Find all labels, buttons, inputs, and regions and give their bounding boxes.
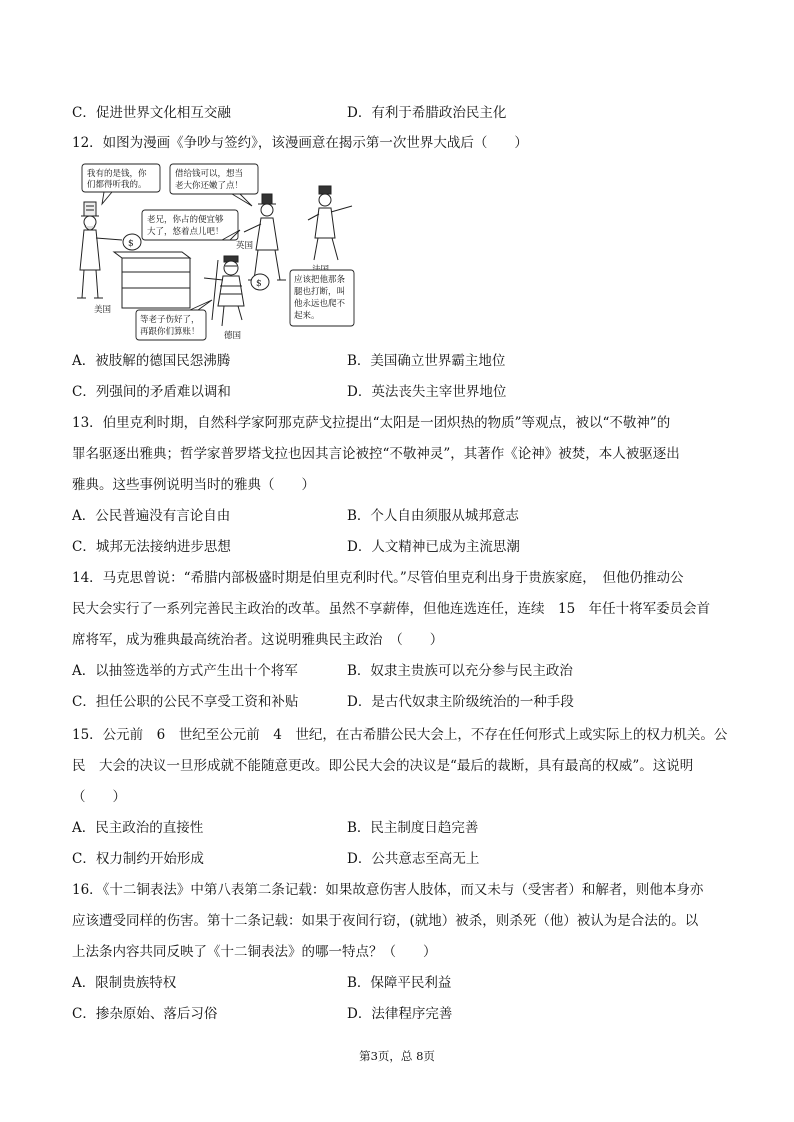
q15-stem-line-3: （ ）: [72, 789, 126, 805]
q12-option-c: C．列强间的矛盾难以调和: [72, 384, 231, 400]
q13-stem-line-3: 雅典。这些事例说明当时的雅典（ ）: [72, 477, 315, 493]
q14-option-d: D．是古代奴隶主阶级统治的一种手段: [347, 694, 574, 710]
q16-option-a: A．限制贵族特权: [72, 975, 177, 991]
page-footer: 第3页，总 8页: [359, 1049, 435, 1063]
q15-option-d: D．公共意志至高无上: [347, 851, 480, 867]
q13-option-c: C．城邦无法接纳进步思想: [72, 539, 231, 555]
q15-stem-line-1: 15．公元前 6 世纪至公元前 4 世纪，在古希腊公民大会上，不存在任何形式上或实际上的权力机关。公: [72, 727, 728, 743]
desk: [114, 252, 190, 308]
q15-option-c: C．权力制约开始形成: [72, 851, 204, 867]
q13-stem-line-1: 13．伯里克利时期，自然科学家阿那克萨戈拉提出“太阳是一团炽热的物质”等观点，被以“不敬神”的: [72, 415, 671, 431]
q12-stem: 12．如图为漫画《争吵与签约》，该漫画意在揭示第一次世界大战后（ ）: [72, 135, 528, 151]
q15-option-b: B．民主制度日趋完善: [347, 820, 479, 836]
bubble-germany-top-line-2: 大了，悠着点儿吧！: [147, 227, 224, 237]
label-germany: 德国: [224, 331, 242, 341]
figure-france: [308, 186, 352, 260]
bubble-britain-line-1: 借给钱可以，想当: [175, 169, 244, 179]
bubble-usa-line-2: 们都得听我的。: [87, 180, 147, 190]
figure-germany: [204, 256, 244, 326]
bubble-germany-bottom-line-1: 等老子伤好了，: [140, 315, 200, 325]
bubble-britain-line-2: 老大你还嫩了点！: [175, 181, 244, 191]
q13-stem-line-2: 罪名驱逐出雅典；哲学家普罗塔戈拉也因其言论被控“不敬神灵”，其著作《论神》被焚，本人被驱逐出: [72, 446, 680, 462]
q16-stem-line-1: 16．《十二铜表法》中第八表第二条记载：如果故意伤害人肢体，而又未与（受害者）和解者，则他本身亦: [72, 882, 704, 898]
q14-stem-line-1: 14．马克思曾说：“希腊内部极盛时期是伯里克利时代。”尽管伯里克利出身于贵族家庭， 但他仍推动公: [72, 570, 684, 586]
q16-stem-line-3: 上法条内容共同反映了《十二铜表法》的哪一特点？（ ）: [72, 944, 437, 960]
q12-option-a: A．被肢解的德国民怨沸腾: [72, 353, 231, 369]
q14-option-c: C．担任公职的公民不享受工资和补贴: [72, 694, 299, 710]
q12-option-d: D．英法丧失主宰世界地位: [347, 384, 507, 400]
q13-option-d: D．人文精神已成为主流思潮: [347, 539, 520, 555]
q15-stem-line-2: 民 大会的决议一旦形成就不能随意更改。即公民大会的决议是“最后的裁断，具有最高的权威”。这说明: [72, 758, 694, 774]
bubble-usa-line-1: 我有的是钱，你: [87, 169, 147, 179]
bubble-france-line-1: 应该把他那条: [294, 275, 346, 285]
bubble-france-line-4: 起来。: [294, 311, 320, 321]
bubble-germany-top-line-1: 老兄，你占的便宜够: [147, 215, 224, 225]
q12-cartoon: [72, 160, 372, 345]
money-symbol-usa: $: [128, 239, 134, 249]
bubble-france-line-3: 他永远也爬不: [294, 299, 346, 309]
q14-stem-line-3: 席将军，成为雅典最高统治者。这说明雅典民主政治 （ ）: [72, 632, 444, 648]
bubble-france-line-2: 腿也打断，叫: [294, 287, 346, 297]
money-symbol-germany: $: [256, 279, 262, 289]
money-bag-usa-icon: [123, 234, 141, 250]
q12-option-b: B．美国确立世界霸主地位: [347, 353, 506, 369]
q16-option-b: B．保障平民利益: [347, 975, 452, 991]
bubble-germany-bottom-line-2: 再跟你们算账！: [140, 327, 200, 337]
label-usa: 美国: [94, 305, 112, 315]
q11-option-d: D．有利于希腊政治民主化: [347, 105, 507, 121]
q16-option-d: D．法律程序完善: [347, 1006, 453, 1022]
q14-stem-line-2: 民大会实行了一系列完善民主政治的改革。虽然不享薪俸，但他连选连任，连续 15 年任十将军委员会首: [72, 601, 711, 617]
q11-option-c: C．促进世界文化相互交融: [72, 105, 231, 121]
q14-option-a: A．以抽签选举的方式产生出十个将军: [72, 663, 298, 679]
q13-option-b: B．个人自由须服从城邦意志: [347, 508, 519, 524]
figure-usa: [77, 202, 122, 298]
figure-britain: [244, 194, 286, 280]
q16-stem-line-2: 应该遭受同样的伤害。第十二条记载：如果于夜间行窃，(就地）被杀，则杀死（他）被认为是合法的。以: [72, 913, 699, 929]
q15-option-a: A．民主政治的直接性: [72, 820, 204, 836]
q16-option-c: C．掺杂原始、落后习俗: [72, 1006, 218, 1022]
money-bag-germany-icon: [251, 274, 269, 290]
label-britain: 英国: [236, 241, 254, 251]
q14-option-b: B．奴隶主贵族可以充分参与民主政治: [347, 663, 573, 679]
q13-option-a: A．公民普遍没有言论自由: [72, 508, 231, 524]
